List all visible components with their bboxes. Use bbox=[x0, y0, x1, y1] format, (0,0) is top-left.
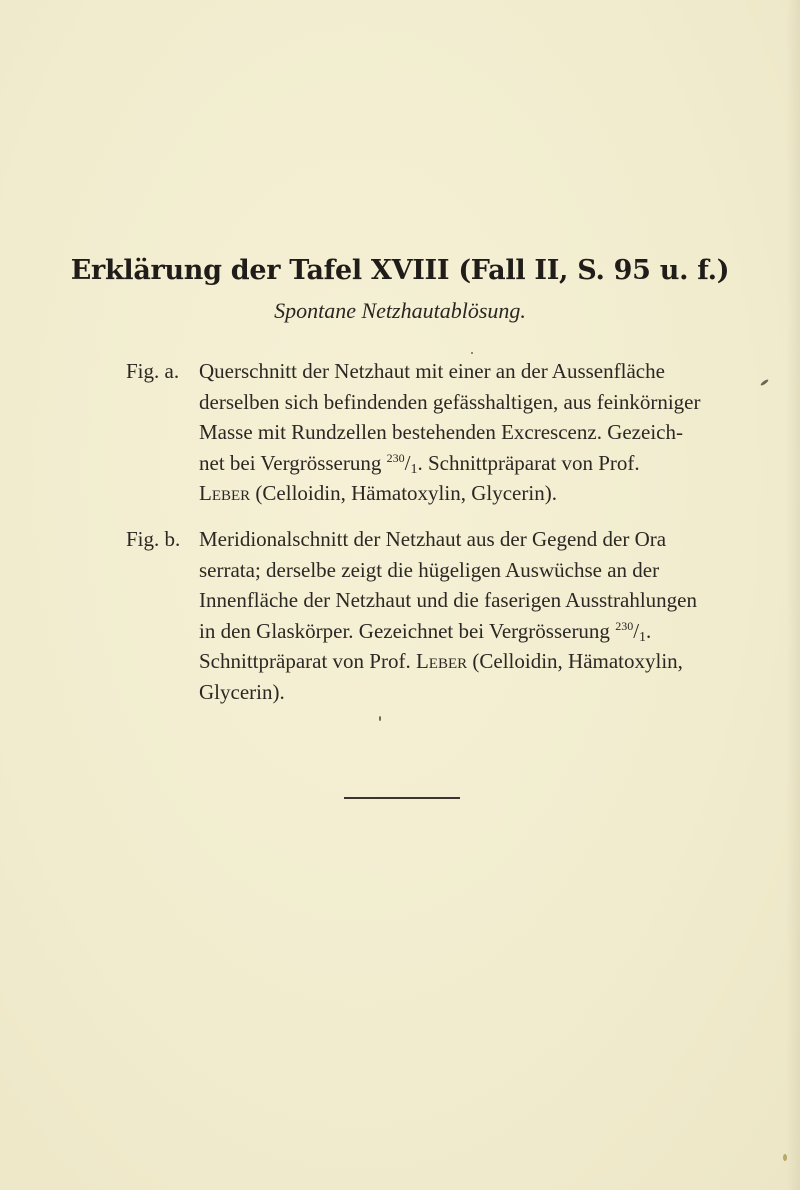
closing-rule bbox=[344, 797, 460, 799]
figure-b-line-1: Meridionalschnitt der Netzhaut aus der Gegend der Ora bbox=[199, 527, 667, 551]
figure-a-line-5-rest: (Celloidin, Hämatoxylin, Glycerin). bbox=[250, 481, 557, 506]
figure-a-line-4-rest: . Schnittpräparat von Prof. bbox=[417, 450, 640, 475]
figure-a-line-5 bbox=[199, 478, 557, 509]
figure-b-magnification-denominator: 1 bbox=[639, 629, 647, 645]
figure-b-magnification-slash: / bbox=[633, 618, 640, 643]
figure-b-line-6: Glycerin). bbox=[199, 680, 285, 704]
figure-b-line-5-text: Schnittpräparat von Prof. bbox=[199, 649, 416, 674]
figure-b-line-4-text: in den Glaskörper. Gezeichnet bei Vergrösserung bbox=[199, 618, 616, 643]
figure-a-magnification-denominator: 1 bbox=[410, 461, 418, 477]
figure-a-line-3: Masse mit Rundzellen bestehenden Excrescenz. Gezeich- bbox=[199, 420, 683, 445]
paper-speck bbox=[783, 1154, 787, 1161]
figure-a-magnification-slash: / bbox=[404, 450, 411, 475]
figure-a-author-name: Leber bbox=[199, 481, 251, 506]
figure-b-author-name: Leber bbox=[415, 649, 468, 674]
figure-b-magnification-numerator: 230 bbox=[615, 618, 634, 633]
page-title: Erklärung der Tafel XVIII (Fall II, S. 95 u. f.) bbox=[70, 255, 730, 286]
figure-b-line-5-rest: (Celloidin, Hämatoxylin, bbox=[467, 649, 683, 674]
figure-a-line-4-text: net bei Vergrösserung bbox=[199, 450, 387, 475]
figure-a-label: Fig. a. bbox=[126, 359, 180, 383]
figure-b-line-2: serrata; derselbe zeigt die hügeligen Auswüchse an der bbox=[199, 557, 660, 582]
figure-a-line-1: Querschnitt der Netzhaut mit einer an der Aussenfläche bbox=[199, 359, 665, 383]
paper-speck bbox=[471, 352, 473, 354]
page-edge-shadow bbox=[786, 0, 800, 1190]
figure-b-line-4-rest: . bbox=[646, 618, 652, 643]
paper-speck bbox=[379, 716, 381, 721]
figure-a-line-4 bbox=[199, 448, 640, 479]
page-subtitle: Spontane Netzhautablösung. bbox=[274, 298, 526, 323]
figure-a-magnification-numerator: 230 bbox=[386, 450, 405, 465]
figure-b-label: Fig. b. bbox=[126, 527, 181, 551]
figure-a-line-2: derselben sich befindenden gefässhaltigen, aus feinkörniger bbox=[199, 389, 701, 414]
figure-b-line-5 bbox=[199, 646, 683, 677]
figure-b-line-4 bbox=[199, 616, 651, 647]
figure-b-line-3: Innenfläche der Netzhaut und die faserigen Ausstrahlungen bbox=[199, 588, 697, 613]
